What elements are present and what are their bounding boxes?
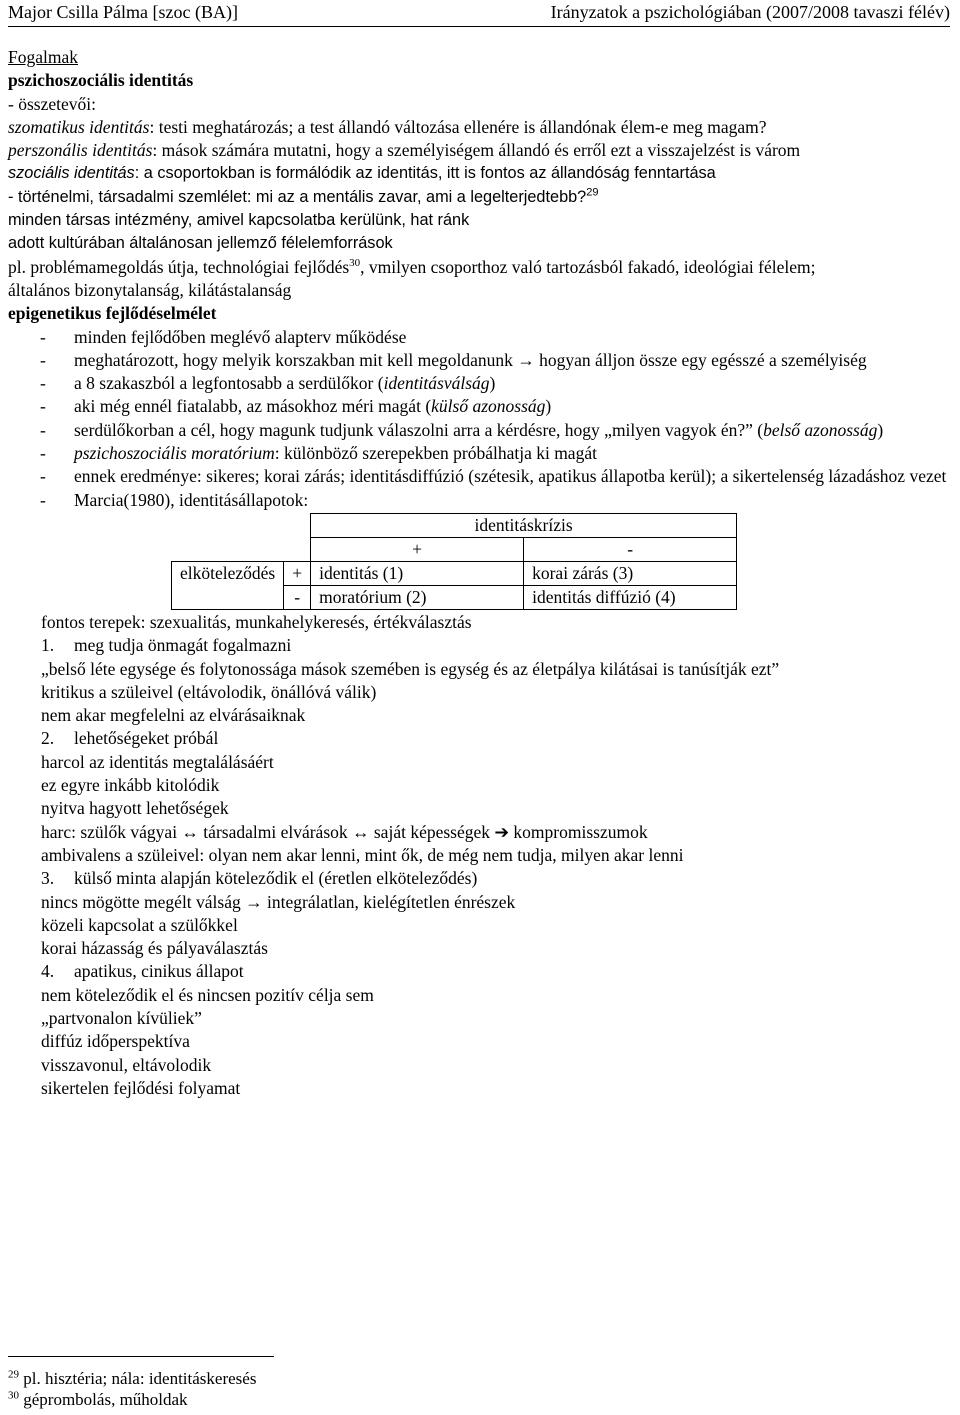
- sub-line: kritikus a szüleivel (eltávolodik, önállóvá válik): [41, 681, 377, 702]
- item-text: meg tudja önmagát fogalmazni: [74, 635, 292, 656]
- item-text: a 8 szakaszból a legfontosabb a serdülőkor (: [74, 373, 384, 394]
- sub-line: nem köteleződik el és nincsen pozitív célja sem: [41, 984, 374, 1005]
- table-cell: korai zárás (3): [524, 561, 737, 585]
- footnote-number: 30: [8, 1389, 19, 1402]
- definition: : a csoportokban is formálódik az identitás, itt is fontos az állandóság fenntartása: [134, 164, 716, 183]
- item-text: meghatározott, hogy melyik korszakban mit kell megoldanunk → hogyan álljon össze egy egésszé a személyiség: [74, 349, 867, 370]
- empty-cell: [284, 537, 311, 561]
- item-text: ): [489, 373, 496, 394]
- sub-line: sikertelen fejlődési folyamat: [41, 1077, 241, 1098]
- sub-line: közeli kapcsolat a szülőkkel: [41, 914, 238, 935]
- components-label: - összetevői:: [8, 93, 96, 114]
- sub-line: nyitva hagyott lehetőségek: [41, 798, 229, 819]
- empty-cell: [284, 513, 311, 537]
- definition: : mások számára mutatni, hogy a személyiségem állandó és erről ezt a visszajelzést is várom: [152, 140, 801, 161]
- bullet-dash: -: [40, 419, 46, 440]
- row-group-header: elköteleződés: [172, 561, 284, 609]
- important-fields: fontos terepek: szexualitás, munkahelykeresés, értékválasztás: [41, 611, 472, 632]
- item-text: ): [877, 419, 884, 440]
- definition: : testi meghatározás; a test állandó változása ellenére is állandónak élem-e meg magam?: [149, 116, 767, 137]
- item-text: ennek eredménye: sikeres; korai zárás; identitásdiffúzió (szétesik, apatikus állapotba kerül); a sikertelenség lázadáshoz vezet: [74, 466, 947, 487]
- item-text: minden fejlődőben meglévő alapterv működése: [74, 326, 407, 347]
- item-number: 3.: [41, 868, 55, 889]
- personal-identity: [8, 139, 954, 162]
- sub-line: korai házasság és pályaválasztás: [41, 938, 268, 959]
- row-header-plus: +: [284, 561, 311, 585]
- numbered-item: [8, 867, 954, 890]
- item-text: lehetőségeket próbál: [74, 728, 219, 749]
- epigenetic-title: epigenetikus fejlődéselmélet: [8, 303, 217, 324]
- example-line: [8, 256, 954, 279]
- table-cell: identitás (1): [311, 561, 524, 585]
- header-author: Major Csilla Pálma [szoc (BA)]: [8, 2, 238, 22]
- sub-line: harcol az identitás megtalálásáért: [41, 751, 274, 772]
- item-text: : különböző szerepekben próbálhatja ki magát: [274, 443, 597, 464]
- sub-line: nincs mögötte megélt válság → integrálatlan, kielégítetlen énrészek: [41, 891, 516, 912]
- term: szociális identitás: [8, 164, 135, 183]
- concept-title: pszichoszociális identitás: [8, 70, 194, 91]
- uncertainty-line: általános bizonytalanság, kilátástalanság: [8, 279, 292, 300]
- footnote-text: pl. hisztéria; nála: identitáskeresés: [23, 1369, 257, 1388]
- somatic-identity: [8, 116, 954, 139]
- item-number: 1.: [41, 635, 55, 656]
- empty-cell: [172, 513, 284, 537]
- numbered-item: [8, 634, 954, 657]
- term: szomatikus identitás: [8, 116, 150, 137]
- text: , vmilyen csoporthoz való tartozásból fakadó, ideológiai félelem;: [360, 256, 816, 277]
- col-header-plus: +: [311, 537, 524, 561]
- footnote-ref-30: 30: [349, 256, 361, 269]
- text: - történelmi, társadalmi szemlélet: mi az a mentális zavar, ami a legelterjedtebb?: [8, 187, 587, 206]
- footnote-text: géprombolás, műholdak: [23, 1390, 188, 1409]
- item-text: ): [545, 396, 552, 417]
- numbered-item: [8, 727, 954, 750]
- historical-view: [8, 186, 954, 209]
- footnote-30: [8, 1389, 256, 1410]
- term: perszonális identitás: [8, 140, 153, 161]
- list-item: [8, 326, 954, 349]
- bullet-dash: -: [40, 489, 46, 510]
- item-term: pszichoszociális moratórium: [74, 443, 275, 464]
- social-institutions: minden társas intézmény, amivel kapcsolatba kerülünk, hat ránk: [8, 211, 470, 230]
- item-term: külső azonosság: [431, 396, 546, 417]
- bullet-dash: -: [40, 326, 46, 347]
- sub-line: nem akar megfelelni az elvárásaiknak: [41, 705, 306, 726]
- footnotes: [8, 1368, 256, 1410]
- list-item: [8, 395, 954, 418]
- item-text: Marcia(1980), identitásállapotok:: [74, 489, 309, 510]
- list-item: [8, 442, 954, 465]
- footnote-separator: [8, 1356, 274, 1357]
- item-text: aki még ennél fiatalabb, az másokhoz méri magát (: [74, 396, 432, 417]
- sub-line: visszavonul, eltávolodik: [41, 1054, 212, 1075]
- empty-cell: [172, 537, 284, 561]
- sub-line: harc: szülők vágyai ↔ társadalmi elvárások ↔ saját képességek ➔ kompromisszumok: [41, 821, 648, 842]
- list-item: [8, 489, 954, 512]
- item-term: identitásválság: [383, 373, 490, 394]
- col-header-minus: -: [524, 537, 737, 561]
- section-heading: Fogalmak: [8, 47, 78, 67]
- list-item: [8, 465, 954, 488]
- header-course: Irányzatok a pszichológiában (2007/2008 tavaszi félév): [550, 2, 950, 22]
- marcia-identity-table: [171, 513, 737, 610]
- item-text: apatikus, cinikus állapot: [74, 961, 244, 982]
- document-body: [8, 46, 954, 1100]
- page-header: [8, 0, 950, 27]
- numbered-item: [8, 960, 954, 983]
- sub-line: „belső léte egysége és folytonossága mások szemében is egység és az életpálya kilátásai is tanúsítják ezt”: [41, 658, 780, 679]
- footnote-ref-29: 29: [586, 186, 599, 199]
- list-item: [8, 419, 954, 442]
- bullet-dash: -: [40, 466, 46, 487]
- item-text: külső minta alapján köteleződik el (éretlen elköteleződés): [74, 868, 478, 889]
- bullet-dash: -: [40, 373, 46, 394]
- sub-line: ez egyre inkább kitolódik: [41, 775, 220, 796]
- bullet-dash: -: [40, 396, 46, 417]
- bullet-dash: -: [40, 349, 46, 370]
- sub-line: ambivalens a szüleivel: olyan nem akar lenni, mint ők, de még nem tudja, milyen akar lenni: [41, 844, 684, 865]
- item-text: serdülőkorban a cél, hogy magunk tudjunk válaszolni arra a kérdésre, hogy „milyen vagyok én?” (: [74, 419, 764, 440]
- table-cell: identitás diffúzió (4): [524, 585, 737, 609]
- footnote-number: 29: [8, 1368, 19, 1381]
- bullet-dash: -: [40, 443, 46, 464]
- item-number: 4.: [41, 961, 55, 982]
- list-item: [8, 349, 954, 372]
- footnote-29: [8, 1368, 256, 1389]
- col-group-header: identitáskrízis: [311, 513, 737, 537]
- table-cell: moratórium (2): [311, 585, 524, 609]
- social-identity: [8, 162, 954, 185]
- fear-sources: adott kultúrában általánosan jellemző félelemforrások: [8, 234, 393, 253]
- row-header-minus: -: [284, 585, 311, 609]
- list-item: [8, 372, 954, 395]
- sub-line: „partvonalon kívüliek”: [41, 1007, 202, 1028]
- sub-line: diffúz időperspektíva: [41, 1031, 190, 1052]
- text: pl. problémamegoldás útja, technológiai fejlődés: [8, 256, 350, 277]
- item-term: belső azonosság: [763, 419, 878, 440]
- item-number: 2.: [41, 728, 55, 749]
